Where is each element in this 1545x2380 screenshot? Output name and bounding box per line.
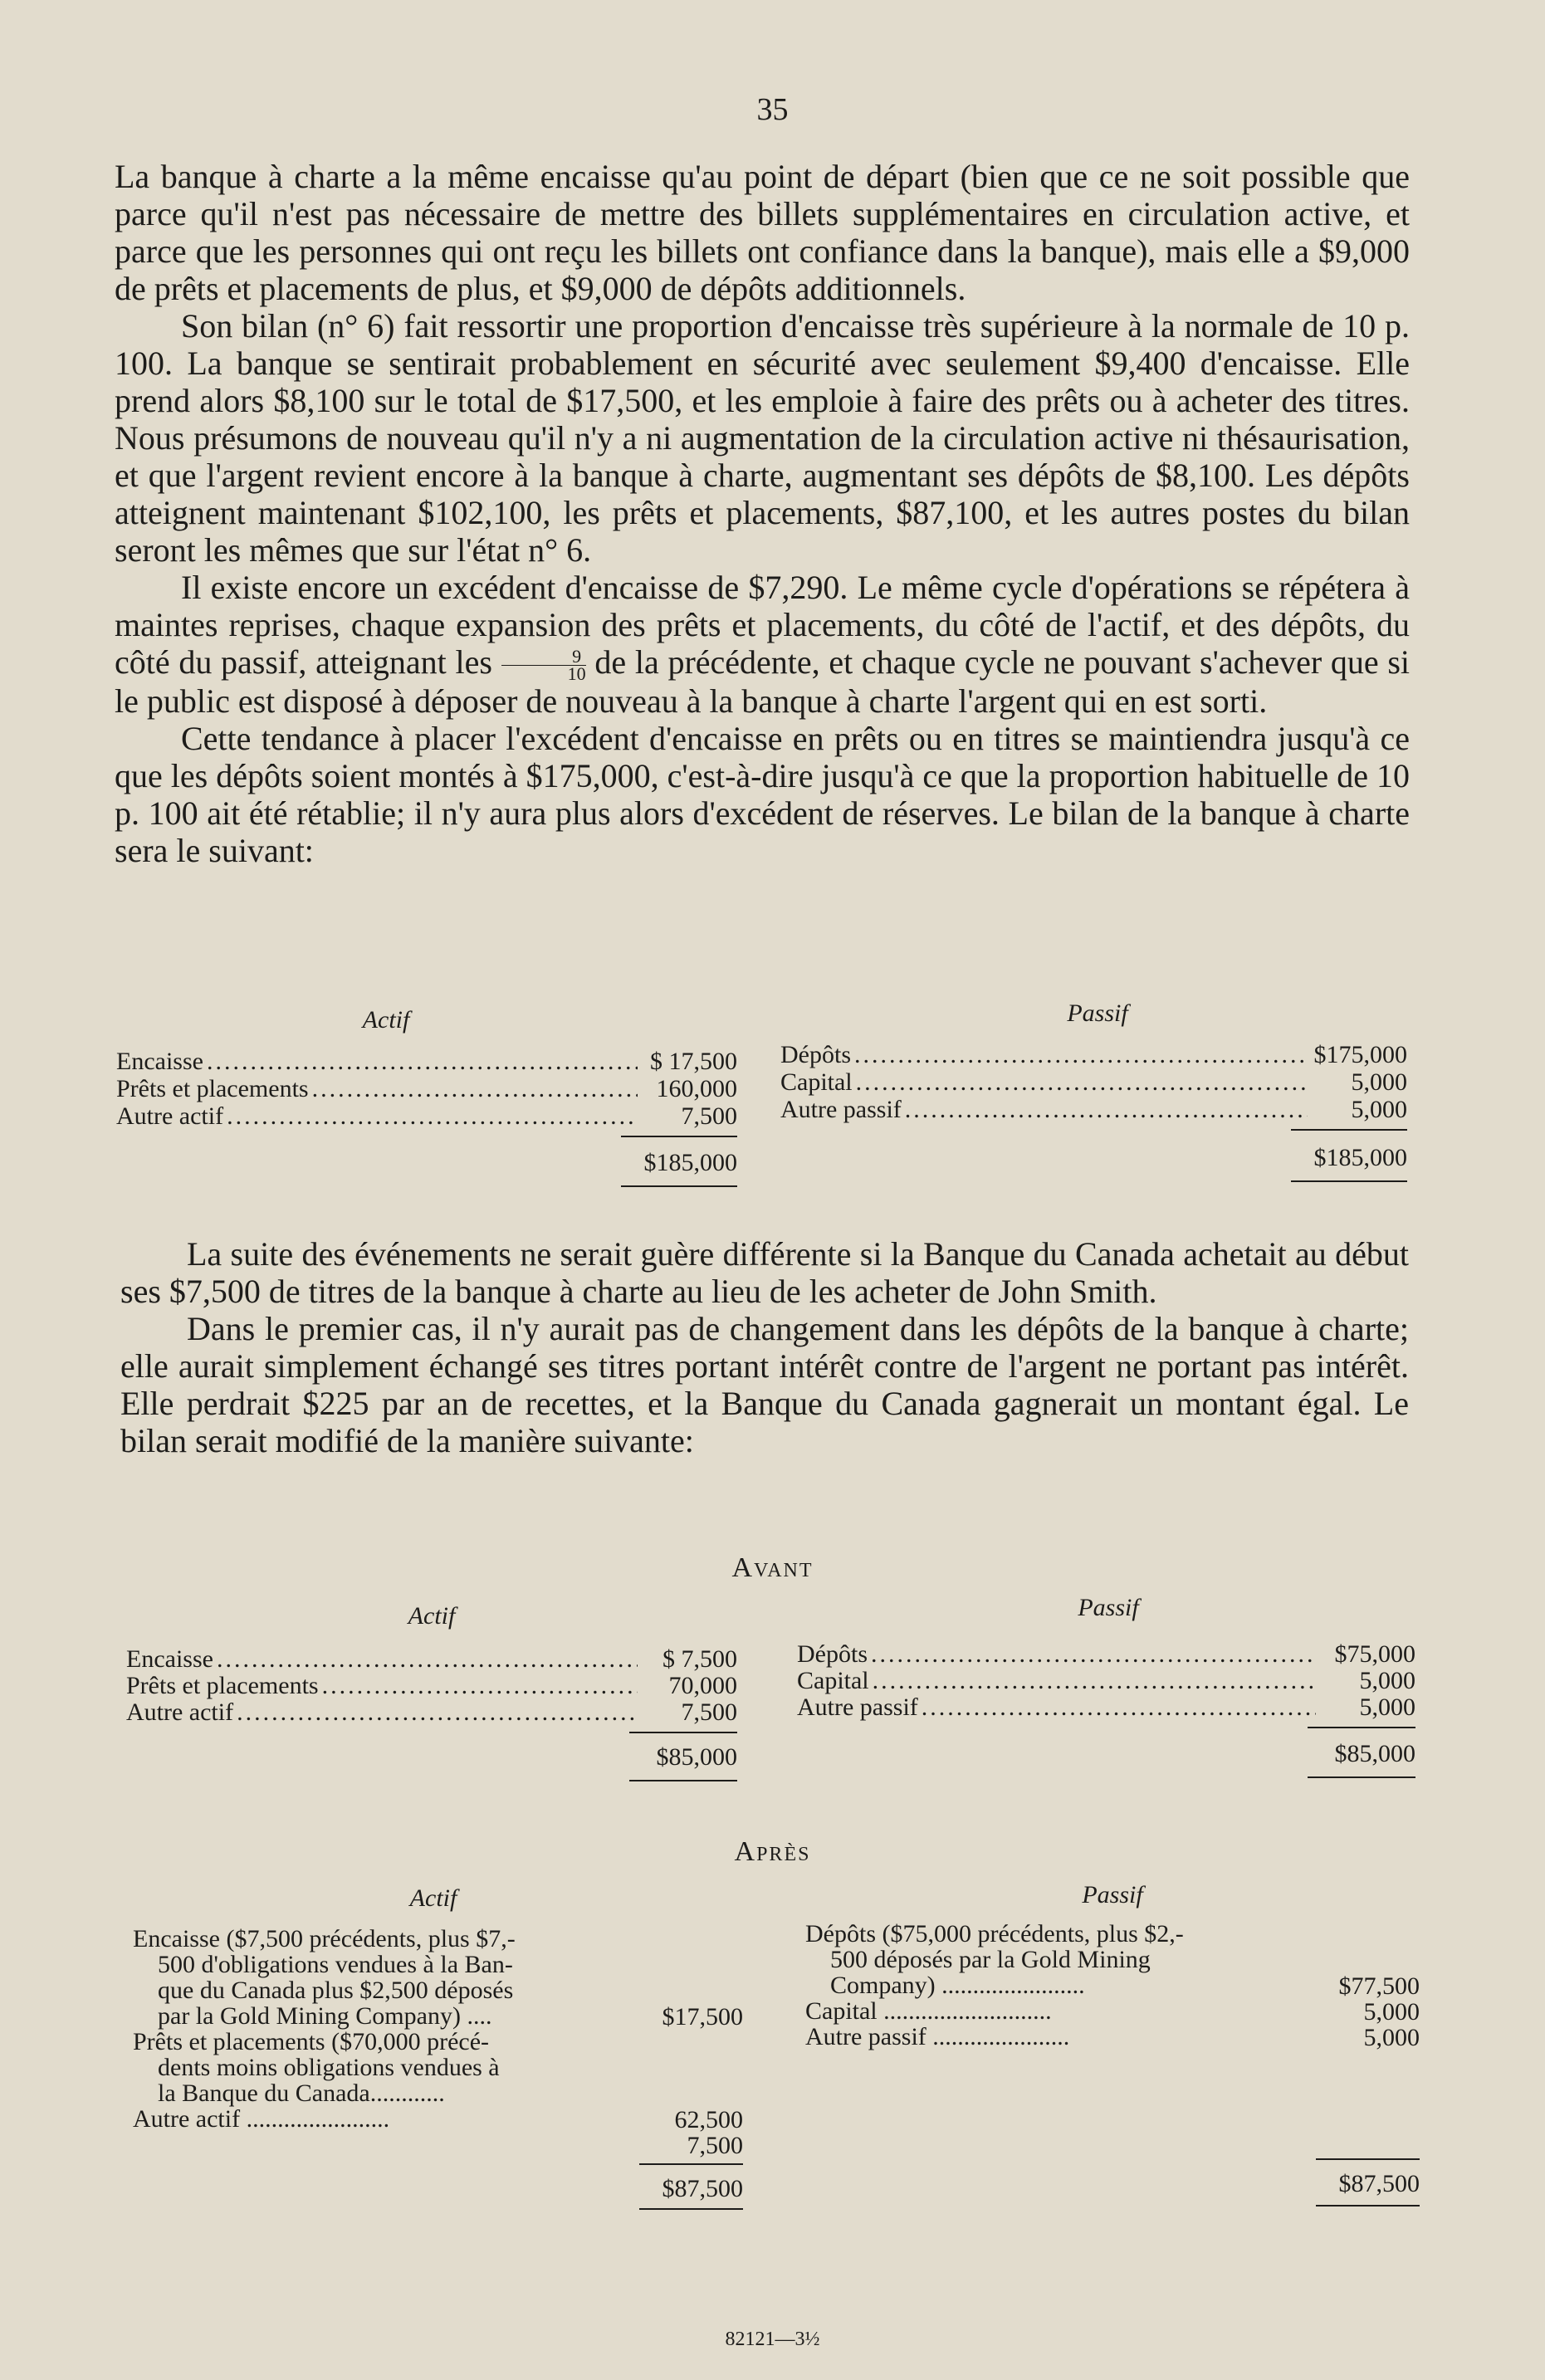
avant-heading: Avant: [731, 1552, 814, 1583]
rule: [1308, 1776, 1415, 1778]
actif-lines: Encaisse ($7,500 précédents, plus $7,- 500 d'obligations vendues à la Ban- que du Canada plus $2,500 déposés par la Gold Mining Company) .... Prêts et placements ($70,000 précé- dents moins obligations vendues à la Banque du Canada............ Autre actif .......................: [133, 1925, 516, 2133]
passif-heading: Passif: [1078, 1594, 1139, 1621]
passif-total: $85,000: [1334, 1740, 1415, 1767]
text-block-top: [115, 158, 1410, 869]
paragraph-5: La suite des événements ne serait guère différente si la Banque du Canada achetait au début ses $7,500 de titres de la banque à charte au lieu de les acheter de John Smith.: [120, 1235, 1409, 1310]
passif-row: Dépôts ..... $175,000: [780, 1041, 1407, 1068]
passif-value: 5,000: [1363, 2024, 1420, 2051]
passif-total: $185,000: [1313, 1144, 1407, 1171]
paragraph-3: Il existe encore un excédent d'encaisse de $7,290. Le même cycle d'opérations se répétera à maintes reprises, chaque expansion des prêts et placements, du côté de l'actif, et des dépôts, du côté du passif, atteignant les $\frac{9}{10}$ de la précédente, et chaque cycle ne pouvant s'achever que si le public est disposé à déposer de nouveau à la banque à charte l'argent qui en est sorti.: [115, 569, 1411, 721]
rule: [1308, 1727, 1415, 1728]
actif-value: $17,500: [662, 2003, 743, 2031]
passif-lines: Dépôts ($75,000 précédents, plus $2,- 500 déposés par la Gold Mining Company) ....................... Capital ........................... Autre passif ......................: [805, 1920, 1184, 2050]
actif-total: $87,500: [662, 2175, 743, 2202]
actif-value: 7,500: [687, 2132, 743, 2159]
passif-row: Capital ..... 5,000: [780, 1068, 1407, 1096]
paragraph-4: Cette tendance à placer l'excédent d'encaisse en prêts ou en titres se maintiendra jusqu'à ce que les dépôts soient montés à $175,000, c'est-à-dire jusqu'à ce que la proportion habituelle de 10 p. 100 ait été rétablie; il n'y aura plus alors d'excédent de réserves. Le bilan de la banque à charte sera le suivant:: [115, 720, 1410, 870]
footer-signature: 82121—3½: [725, 2329, 820, 2350]
passif-row: Dépôts ..... $75,000: [797, 1640, 1415, 1668]
passif-row: Autre passif ..... 5,000: [797, 1693, 1415, 1721]
apres-heading: Après: [734, 1836, 811, 1867]
actif-heading: Actif: [408, 1602, 456, 1630]
rule: [621, 1185, 737, 1187]
passif-heading: Passif: [1067, 999, 1128, 1027]
actif-total: $185,000: [643, 1149, 737, 1176]
rule: [1316, 2205, 1420, 2207]
actif-heading: Actif: [362, 1006, 410, 1034]
rule: [639, 2208, 743, 2210]
passif-row: Autre passif ..... 5,000: [780, 1096, 1407, 1123]
paragraph-1: La banque à charte a la même encaisse qu'au point de départ (bien que ce ne soit possible que parce qu'il n'est pas nécessaire de mettre des billets supplémentaires en circulation active, et parce que les personnes qui ont reçu les billets ont confiance dans la banque), mais elle a $9,000 de prêts et placements de plus, et $9,000 de dépôts additionnels.: [115, 158, 1410, 307]
paragraph-2: Son bilan (n° 6) fait ressortir une proportion d'encaisse très supérieure à la normale de 10 p. 100. La banque se sentirait probablement en sécurité avec seulement $9,400 d'encaisse. Elle prend alors $8,100 sur le total de $17,500, et les emploie à faire des prêts ou à acheter des titres. Nous présumons de nouveau qu'il n'y a ni augmentation de la circulation active ni thésaurisation, et que l'argent revient encore à la banque à charte, augmentant ses dépôts de $8,100. Les dépôts atteignent maintenant $102,100, les prêts et placements, $87,100, et les autres postes du bilan seront les mêmes que sur l'état n° 6.: [115, 307, 1410, 569]
passif-total: $87,500: [1338, 2170, 1420, 2197]
rule: [1291, 1180, 1407, 1182]
fraction-nine-tenths: $\frac{9}{10}$: [501, 648, 586, 682]
passif-row: Capital ..... 5,000: [797, 1667, 1415, 1694]
rule: [629, 1732, 737, 1733]
actif-row: Autre actif ..... 7,500: [126, 1698, 737, 1726]
actif-row: Autre actif ..... 7,500: [116, 1102, 737, 1130]
actif-row: Prêts et placements ..... 160,000: [116, 1075, 737, 1102]
passif-heading: Passif: [1082, 1881, 1143, 1908]
rule: [629, 1780, 737, 1781]
actif-value: 62,500: [674, 2106, 743, 2133]
actif-row: Encaisse ..... $ 17,500: [116, 1048, 737, 1075]
actif-row: Prêts et placements ..... 70,000: [126, 1672, 737, 1699]
actif-total: $85,000: [656, 1743, 737, 1771]
rule: [621, 1136, 737, 1137]
rule: [1291, 1129, 1407, 1131]
passif-value: $77,500: [1338, 1972, 1420, 2000]
actif-row: Encaisse ..... $ 7,500: [126, 1645, 737, 1673]
paragraph-6: Dans le premier cas, il n'y aurait pas de changement dans les dépôts de la banque à charte; elle aurait simplement échangé ses titres portant intérêt contre de l'argent ne portant pas intérêt. Elle perdrait $225 par an de recettes, et la Banque du Canada gagnerait un montant égal. Le bilan serait modifié de la manière suivante:: [120, 1310, 1409, 1459]
actif-heading: Actif: [409, 1884, 457, 1912]
text-block-middle: [120, 1235, 1409, 1459]
passif-value: 5,000: [1363, 1998, 1420, 2026]
page-number: 35: [756, 92, 789, 127]
